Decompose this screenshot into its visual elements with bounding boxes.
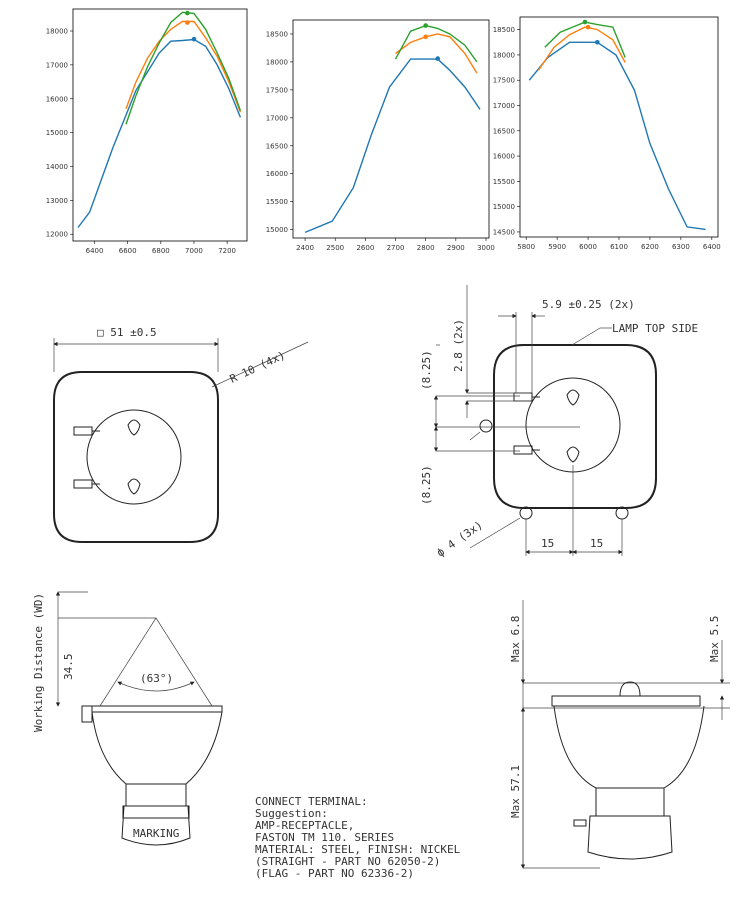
offset-bottom-label: (8.25) [420,465,433,505]
x-tick-label: 3000 [477,244,495,252]
x-tick-label: 6800 [151,247,170,255]
y-tick-label: 18000 [45,27,68,36]
y-tick-label: 13000 [45,196,68,205]
y-tick-label: 15500 [492,177,515,186]
note-line: Suggestion: [255,807,328,820]
terminal-height-label: 2.8 (2x) [452,319,465,372]
square-dimension-label: □ 51 ±0.5 [97,326,157,339]
pin-spacing-right-label: 15 [590,537,604,550]
max-5-5-label: Max 5.5 [708,615,721,662]
max-57-1-label: Max 57.1 [509,765,522,818]
y-tick-label: 18500 [492,26,515,35]
y-tick-label: 16000 [45,95,68,104]
marking-label: MARKING [133,827,180,840]
y-tick-label: 15000 [45,129,68,138]
top-view [420,285,698,559]
note-line: (STRAIGHT - PART NO 62050-2) [255,855,441,868]
pin-spacing-left-label: 15 [541,537,555,550]
offset-top-label: (8.25) [420,350,433,390]
note-line: FASTON TM 110. SERIES [255,831,395,844]
wd-value-label: 34.5 [62,653,75,680]
lamp-top-side-label: LAMP TOP SIDE [612,322,699,335]
y-tick-label: 14000 [45,162,68,171]
y-tick-label: 16500 [265,142,288,151]
y-tick-label: 17000 [265,114,288,123]
y-tick-label: 17500 [265,86,288,95]
x-tick-label: 7000 [185,247,203,255]
front-view [54,326,308,542]
pin-diameter-label: ϕ 4 (3x) [434,518,486,560]
x-tick-label: 6400 [702,243,721,251]
y-tick-label: 14500 [492,228,515,237]
y-tick-label: 16500 [492,127,515,136]
working-distance-label: Working Distance (WD) [32,592,45,732]
x-tick-label: 2900 [446,244,465,252]
y-tick-label: 15500 [265,198,288,207]
y-tick-label: 17000 [45,61,68,70]
x-tick-label: 6600 [118,247,137,255]
y-tick-label: 18000 [265,58,288,67]
y-tick-label: 18000 [492,51,515,60]
x-tick-label: 2500 [326,244,345,252]
note-line: MATERIAL: STEEL, FINISH: NICKEL [255,843,461,856]
x-tick-label: 2600 [356,244,375,252]
y-tick-label: 15000 [492,203,515,212]
x-tick-label: 6100 [610,243,628,251]
x-tick-label: 6400 [85,247,104,255]
y-tick-label: 16000 [492,152,515,161]
x-tick-label: 2400 [296,244,314,252]
y-tick-label: 15000 [265,226,288,235]
y-tick-label: 17000 [492,102,515,111]
x-tick-label: 5900 [548,243,567,251]
beam-angle-label: (63°) [140,672,174,685]
x-tick-label: 6200 [641,243,659,251]
x-tick-label: 6000 [579,243,597,251]
side-view [32,592,222,845]
note-line: CONNECT TERMINAL: [255,795,368,808]
side-profile-view [509,600,730,868]
terminal-spacing-label: 5.9 ±0.25 (2x) [542,298,635,311]
radius-label: R 10 (4x) [227,348,288,386]
x-tick-label: 6300 [671,243,690,251]
x-tick-label: 2800 [416,244,435,252]
y-tick-label: 16000 [265,170,288,179]
note-line: (FLAG - PART NO 62336-2) [255,867,414,880]
note-line: AMP-RECEPTACLE, [255,819,355,832]
y-tick-label: 18500 [265,30,288,39]
terminal-notes [255,795,461,880]
x-tick-label: 5800 [517,243,536,251]
y-tick-label: 17500 [492,76,515,85]
max-6-8-label: Max 6.8 [509,615,522,662]
x-tick-label: 2700 [386,244,405,252]
y-tick-label: 12000 [45,230,68,239]
x-tick-label: 7200 [218,247,237,255]
